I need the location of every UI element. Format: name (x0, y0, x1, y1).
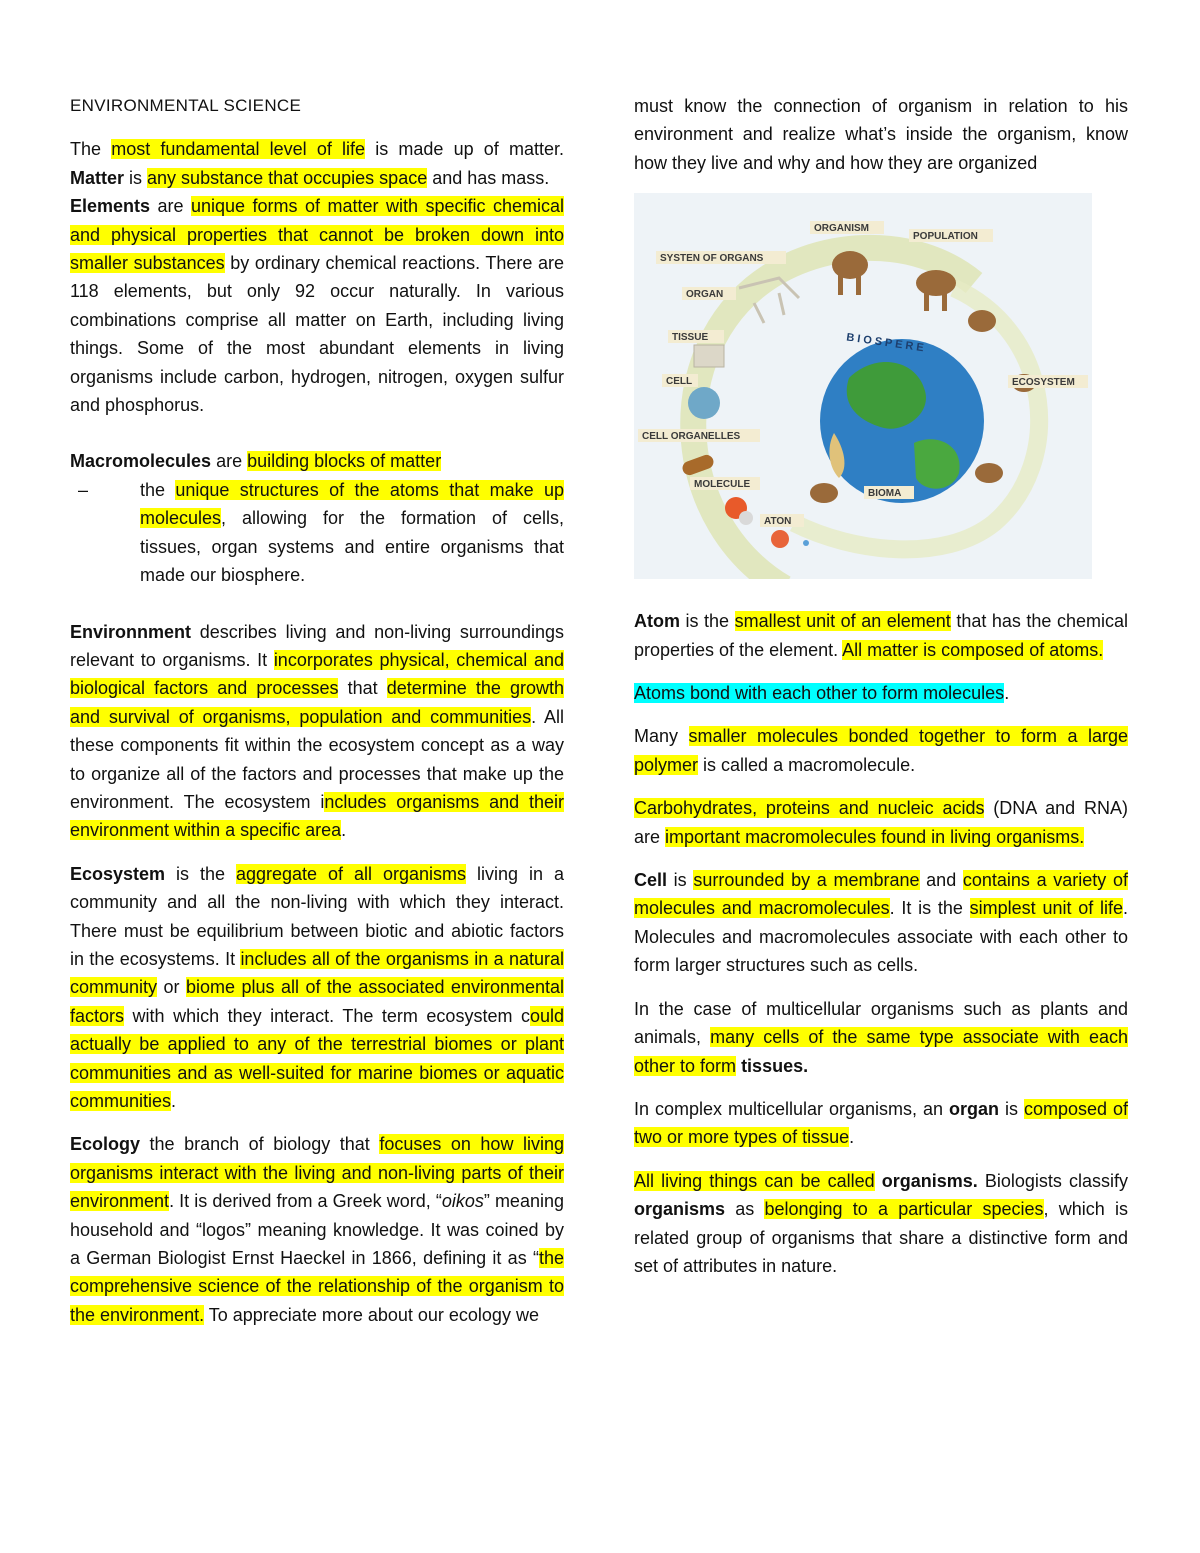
paragraph-ecology: Ecology the branch of biology that focuses on how living organisms interact with the living and non-living parts of their environment. It is derived from a Greek word, “oikos” meaning household and “logos” meaning knowledge. It was coined by a German Biologist Ernst Haeckel in 1866, defining it as “the comprehensive science of the relationship of the organism to the environment. To appreciate more about our ecology we (70, 1134, 564, 1325)
paragraph-atoms-bond: Atoms bond with each other to form molecules. (634, 683, 1010, 704)
paragraph-elements: Elements are unique forms of matter with specific chemical and physical properties that cannot be broken down into smaller substances by ordinary chemical reactions. There are 118 elements, but only 92 occur naturally. In various combinations comprise all matter on Earth, including living things. Some of the most abundant elements in living organisms include carbon, hydrogen, nitrogen, oxygen sulfur and phosphorus. (70, 196, 564, 416)
right-column (634, 92, 1128, 1280)
dash-bullet: – (78, 479, 89, 500)
label-population: POPULATION (913, 231, 978, 243)
left-column (70, 92, 564, 1329)
paragraph-macromolecules-types: Carbohydrates, proteins and nucleic acids (DNA and RNA) are important macromolecules found in living organisms. (634, 798, 1128, 847)
paragraph-matter: The most fundamental level of life is made up of matter. Matter is any substance that occupies space and has mass. (70, 139, 564, 188)
label-ecosystem: ECOSYSTEM (1012, 377, 1075, 389)
paragraph-macromolecules: Macromolecules are building blocks of matter (70, 451, 442, 472)
label-atom: ATON (764, 516, 792, 528)
paragraph-tissues: In the case of multicellular organisms such as plants and animals, many cells of the same type associate with each other to form tissues. (634, 998, 1128, 1076)
label-system-of-organs: SYSTEN OF ORGANS (660, 253, 764, 265)
label-biosphere: BIOSPERE (845, 331, 928, 355)
levels-of-organization-figure (634, 193, 1092, 579)
levels-diagram (634, 193, 1092, 579)
document-title: ENVIRONMENTAL SCIENCE (70, 96, 302, 115)
label-bioma: BIOMA (868, 488, 902, 500)
label-tissue: TISSUE (672, 332, 709, 344)
paragraph-atom: Atom is the smallest unit of an element that has the chemical properties of the element. All matter is composed of atoms. (634, 611, 1128, 660)
label-cell: CELL (666, 376, 693, 388)
paragraph-environment: Environnment describes living and non-living surroundings relevant to organisms. It incorporates physical, chemical and biological factors and processes that determine the growth and survival of organisms, population and communities. All these components fit within the ecosystem concept as a way to organize all of the factors and processes that make up the environment. The ecosystem includes organisms and their environment within a specific area. (70, 621, 565, 841)
paragraph-organisms: All living things can be called organisms. Biologists classify organisms as belonging to a particular species, which is related group of organisms that share a distinctive form and set of attributes in nature. (634, 1170, 1128, 1276)
paragraph-ecosystem: Ecosystem is the aggregate of all organisms living in a community and all the non-living with which they interact. There must be equilibrium between biotic and abiotic factors in the ecosystems. It includes all of the organisms in a natural community or biome plus all of the associated environmental factors with which they interact. The term ecosystem could actually be applied to any of the terrestrial biomes or plant communities and as well-suited for marine biomes or aquatic communities. (70, 863, 565, 1111)
atom-icon (771, 530, 789, 548)
label-organism: ORGANISM (814, 223, 869, 235)
label-cell-organelles: CELL ORGANELLES (642, 431, 741, 443)
paragraph-organ: In complex multicellular organisms, an organ is composed of two or more types of tissue. (634, 1098, 1129, 1148)
paragraph-polymer: Many smaller molecules bonded together to form a large polymer is called a macromolecule. (634, 726, 1128, 775)
paragraph-cell: Cell is surrounded by a membrane and contains a variety of molecules and macromolecules. It is the simplest unit of life. Molecules and macromolecules associate with each other to form larger structures such as cells. (634, 870, 1129, 976)
tissue-icon (694, 345, 724, 367)
macromolecules-bullet: – the unique structures of the atoms that make up molecules, allowing for the formation of cells, tissues, organ systems and entire organisms that made our biosphere. (70, 476, 564, 590)
cell-icon (688, 387, 720, 419)
paragraph-continuation: must know the connection of organism in relation to his environment and realize what’s inside the organism, know how they live and why and how they are organized (634, 96, 1128, 173)
label-organ: ORGAN (686, 289, 724, 301)
label-molecule: MOLECULE (694, 479, 751, 491)
